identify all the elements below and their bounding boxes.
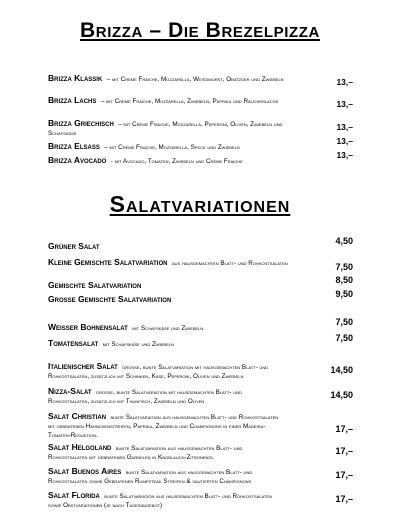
item-price: 7,50 bbox=[335, 317, 353, 327]
item-price: 17,– bbox=[335, 470, 353, 480]
item-name: Kleine Gemischte Salatvariation bbox=[48, 257, 168, 267]
menu-item-brizza-klassik bbox=[48, 68, 353, 86]
item-description: bunte Salatvariation aus hausgemachten Blatt- und bbox=[125, 469, 253, 476]
item-description: bunte Salatvariation aus hausgemachten Blatt- und Rohkostsalaten bbox=[104, 493, 272, 500]
item-price: 4,50 bbox=[335, 236, 353, 246]
section-title-salatvariationen: Salatvariationen bbox=[109, 191, 291, 217]
item-name: Brizza Klassik bbox=[48, 73, 103, 83]
item-price: 13,– bbox=[336, 136, 353, 146]
item-price: 17,– bbox=[335, 494, 353, 504]
item-price: 13,– bbox=[336, 99, 353, 109]
menu-item-brizza-avocado bbox=[48, 150, 353, 165]
item-description: bunte Salatvariation aus hausgemachten Blatt- und bbox=[115, 445, 243, 452]
item-description: – mit Creme Fraiche, Mozzarella, Peperoni, Oliven, Zwiebeln und bbox=[118, 121, 283, 128]
menu-item-brizza-lachs bbox=[48, 90, 353, 108]
item-name: Brizza Elsass bbox=[48, 141, 100, 151]
item-name: Brizza Avocado bbox=[48, 155, 107, 165]
item-price: 13,– bbox=[336, 150, 353, 160]
menu-item-salat-florida bbox=[48, 485, 353, 509]
item-price: 13,– bbox=[336, 122, 353, 132]
item-price: 14,50 bbox=[330, 365, 353, 375]
item-name: Salat Helgoland bbox=[48, 442, 112, 452]
item-name: Salat Buenos Aires bbox=[48, 466, 122, 476]
item-name: Brizza Griechisch bbox=[48, 118, 114, 128]
menu-item-nizza-salat bbox=[48, 381, 353, 405]
item-description: mit Schafskäse und Zwiebeln bbox=[132, 325, 204, 332]
item-name: Salat Christian bbox=[48, 411, 107, 421]
item-price: 7,50 bbox=[335, 333, 353, 343]
item-description-cont: Rohkostsalaten sowie Gebratenen Rumpsteak Streifen & sautierten Champignons bbox=[48, 478, 252, 485]
menu-item-kleine-gemischte-salatvariation bbox=[48, 252, 353, 272]
item-description: bunte Salatvariation aus hausgemachten Blatt- und Rohkostsalaten bbox=[110, 414, 279, 421]
item-name: Grüner Salat bbox=[48, 241, 100, 251]
item-price: 13,– bbox=[336, 77, 353, 87]
menu-item-gemischte-salatvariation bbox=[48, 275, 353, 290]
item-description-cont: Schafskäse bbox=[48, 130, 77, 137]
item-price: 14,50 bbox=[330, 390, 353, 400]
item-price: 17,– bbox=[335, 446, 353, 456]
item-name: Salat Florida bbox=[48, 490, 100, 500]
item-description-cont: Rohkostsalaten mit gebratenen Garnelen in Knoblauch-Zitronenöl bbox=[48, 454, 214, 461]
item-name: Gemischte Salatvariation bbox=[48, 280, 142, 290]
item-description: mit Schafskäse und Zwiebeln bbox=[102, 341, 174, 348]
menu-item-brizza-elsass bbox=[48, 136, 353, 151]
menu-item-italienischer-salat bbox=[48, 356, 353, 380]
item-description: grosse, bunte Salatvariation mit hausgemachten Blatt- und bbox=[95, 389, 242, 396]
item-description-cont: Tomaten-Reduktion. bbox=[48, 432, 98, 439]
menu-item-salat-christian bbox=[48, 406, 353, 439]
item-description: - mit Avocado, Tomaten, Zwiebeln und Crème Fraiche bbox=[110, 158, 243, 165]
item-description: – mit Creme Fraiche, Mozzarella, Weisswurst, Obatzder und Zwiebeln bbox=[106, 76, 284, 83]
item-description: – mit Creme Fraiche, Mozzarella, Speck und Zwiebeln bbox=[104, 144, 240, 151]
item-name: Nizza-Salat bbox=[48, 386, 92, 396]
item-description: aus hausgemachten Blatt- und Rohkostsalaten bbox=[171, 260, 288, 267]
item-price: 9,50 bbox=[335, 289, 353, 299]
item-description-cont: Rohkostsalaten, zusätzlich mit Schinken, Käse, Peperoni, Oliven und Zwiebeln bbox=[48, 373, 244, 380]
item-name: Tomatensalat bbox=[48, 338, 99, 348]
item-description-cont: sowie Obstvariationen (je nach Tagesangebot) bbox=[48, 502, 163, 509]
item-description: grosse, bunte Salatvariation mit hausgemachten Blatt- und bbox=[122, 364, 269, 371]
menu-item-gruener-salat bbox=[48, 236, 353, 251]
menu-item-tomatensalat bbox=[48, 333, 353, 348]
item-price: 7,50 bbox=[335, 262, 353, 272]
menu-item-salat-buenos-aires bbox=[48, 461, 353, 485]
item-description-cont: mit gebratenen Hähnchenstreifen, Paprika, Zwiebeln und Champignons in einer Madeira- bbox=[48, 423, 266, 430]
item-description: – mit Creme Fraiche, Mozzarella, Zwiebeln, Paprika und Räucherlachs bbox=[100, 98, 279, 105]
item-name: Weisser Bohnensalat bbox=[48, 322, 128, 332]
section-title-brizza: Brizza – Die Brezelpizza bbox=[80, 19, 320, 42]
item-name: Grosse Gemischte Salatvariation bbox=[48, 294, 172, 304]
item-price: 8,50 bbox=[335, 275, 353, 285]
menu-item-grosse-gemischte-salatvariation bbox=[48, 289, 353, 304]
item-price: 17,– bbox=[335, 424, 353, 434]
item-description-cont: Rohkostsalaten, zusätzlich mit Thunfisch, Zwiebeln und Oliven bbox=[48, 398, 205, 405]
menu-item-weisser-bohnensalat bbox=[48, 317, 353, 332]
menu-item-salat-helgoland bbox=[48, 437, 353, 461]
menu-item-brizza-griechisch bbox=[48, 113, 353, 137]
item-name: Italienischer Salat bbox=[48, 361, 118, 371]
item-name: Brizza Lachs bbox=[48, 95, 97, 105]
